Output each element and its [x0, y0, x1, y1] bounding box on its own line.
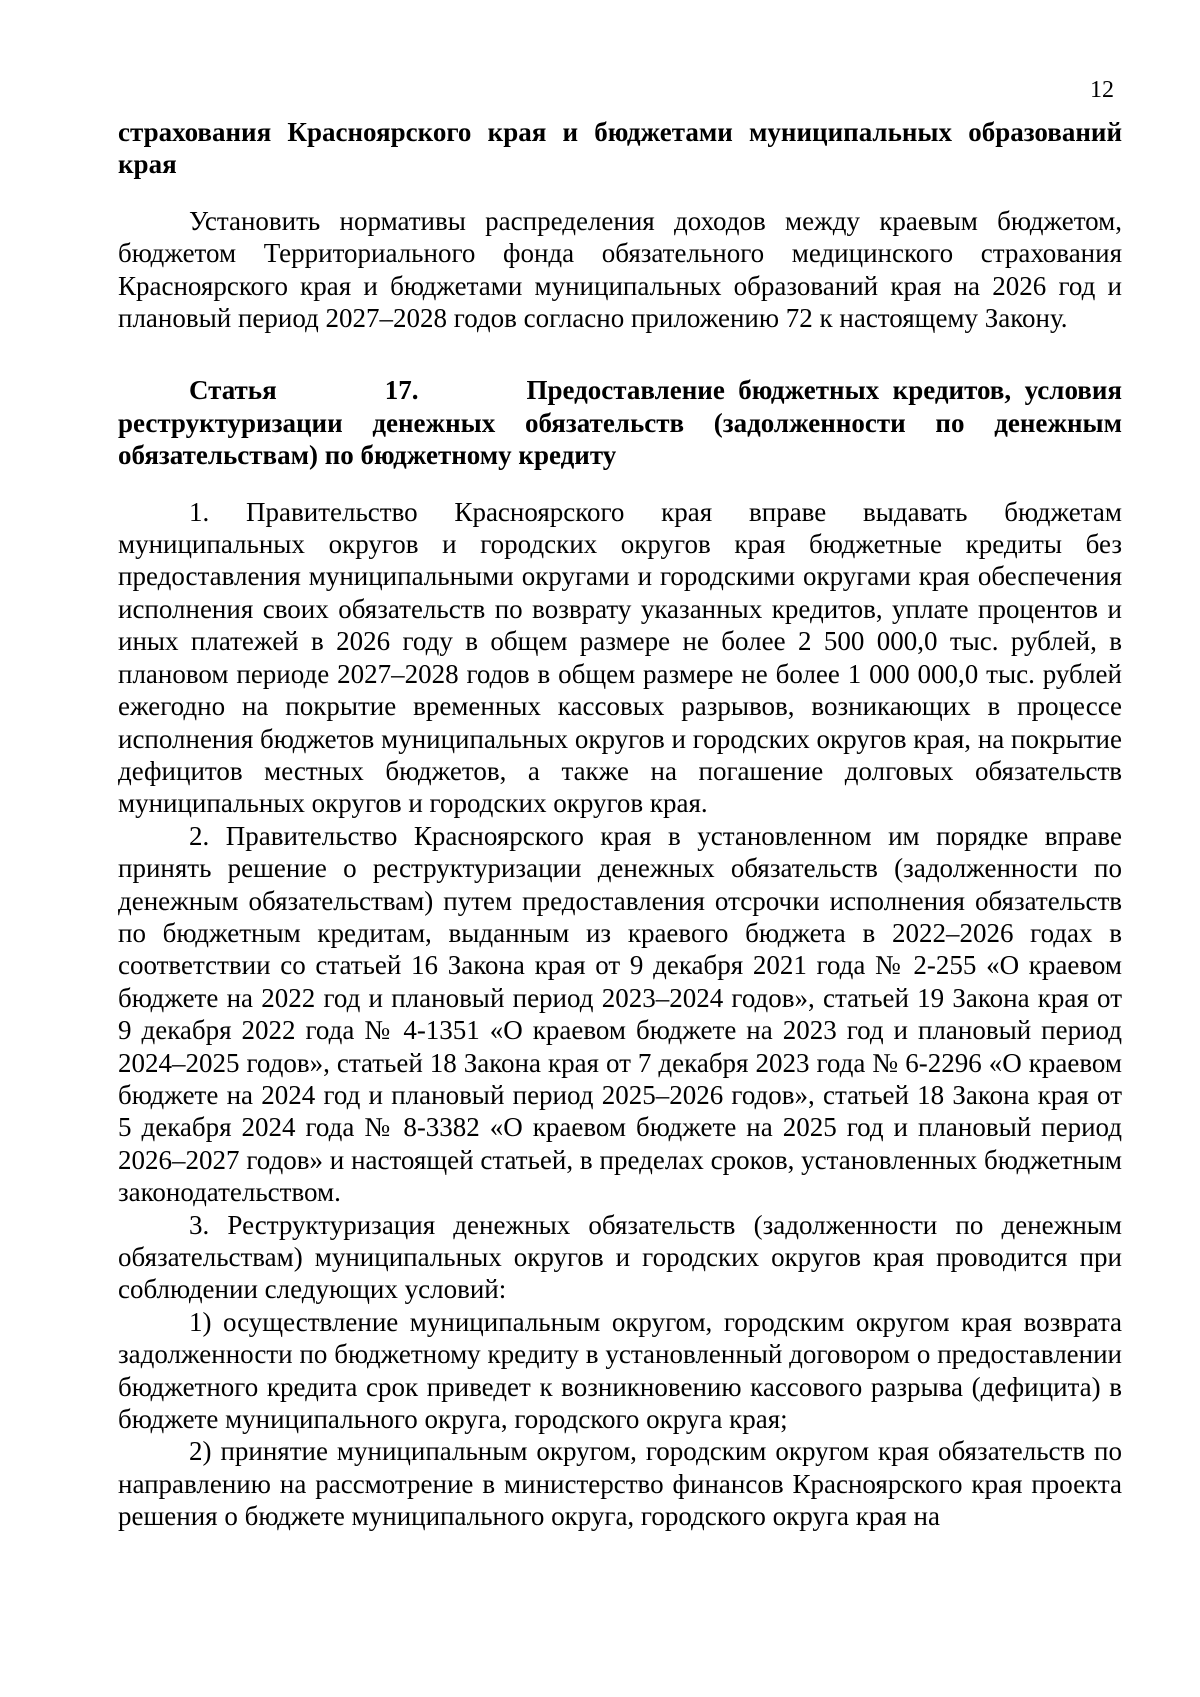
section-heading-continued: страхования Красноярского края и бюджетами муниципальных образований края: [118, 117, 1122, 180]
document-body: [118, 116, 1122, 1533]
page-number: 12: [1090, 77, 1114, 103]
paragraph-norms: Установить нормативы распределения доходов между краевым бюджетом, бюджетом Территориального фонда обязательного медицинского страхования Красноярского края и бюджетами муниципальных образований края на 2026 год и плановый период 2027–2028 годов согласно приложению 72 к настоящему Закону.: [118, 205, 1122, 334]
item-1: 1. Правительство Красноярского края вправе выдавать бюджетам муниципальных округов и городских округов края бюджетные кредиты без предоставления муниципальными округами и городскими округами края обеспечения исполнения своих обязательств по возврату указанных кредитов, уплате процентов и иных платежей в 2026 году в общем размере не более 2 500 000,0 тыс. рублей, в плановом периоде 2027–2028 годов в общем размере не более 1 000 000,0 тыс. рублей ежегодно на покрытие временных кассовых разрывов, возникающих в процессе исполнения бюджетов муниципальных округов и городских округов края, на покрытие дефицитов местных бюджетов, а также на погашение долговых обязательств муниципальных округов и городских округов края.: [118, 496, 1122, 819]
article-17-heading: [118, 374, 1122, 471]
subitem-1: 1) осуществление муниципальным округом, городским округом края возврата задолженности по бюджетному кредиту в установленный договором о предоставлении бюджетного кредита срок приведет к возникновению кассового разрыва (дефицита) в бюджете муниципального округа, городского округа края;: [118, 1306, 1122, 1435]
article-title: Предоставление бюджетных кредитов, условия реструктуризации денежных обязательств (задолженности по денежным обязательствам) по бюджетному кредиту: [118, 375, 1123, 471]
item-2: 2. Правительство Красноярского края в установленном им порядке вправе принять решение о реструктуризации денежных обязательств (задолженности по денежным обязательствам) путем предоставления отсрочки исполнения обязательств по бюджетным кредитам, выданным из краевого бюджета в 2022–2026 годах в соответствии со статьей 16 Закона края от 9 декабря 2021 года № 2-255 «О краевом бюджете на 2022 год и плановый период 2023–2024 годов», статьей 19 Закона края от 9 декабря 2022 года № 4-1351 «О краевом бюджете на 2023 год и плановый период 2024–2025 годов», статьей 18 Закона края от 7 декабря 2023 года № 6-2296 «О краевом бюджете на 2024 год и плановый период 2025–2026 годов», статьей 18 Закона края от 5 декабря 2024 года № 8-3382 «О краевом бюджете на 2025 год и плановый период 2026–2027 годов» и настоящей статьей, в пределах сроков, установленных бюджетным законодательством.: [118, 820, 1122, 1208]
subitem-2: 2) принятие муниципальным округом, городским округом края обязательств по направлению на рассмотрение в министерство финансов Красноярского края проекта решения о бюджете муниципального округа, городского округа края на: [118, 1436, 1122, 1532]
item-3: 3. Реструктуризация денежных обязательств (задолженности по денежным обязательствам) муниципальных округов и городских округов края проводится при соблюдении следующих условий:: [118, 1209, 1122, 1305]
article-number: 17.: [384, 375, 419, 406]
article-label: Статья: [189, 375, 277, 406]
